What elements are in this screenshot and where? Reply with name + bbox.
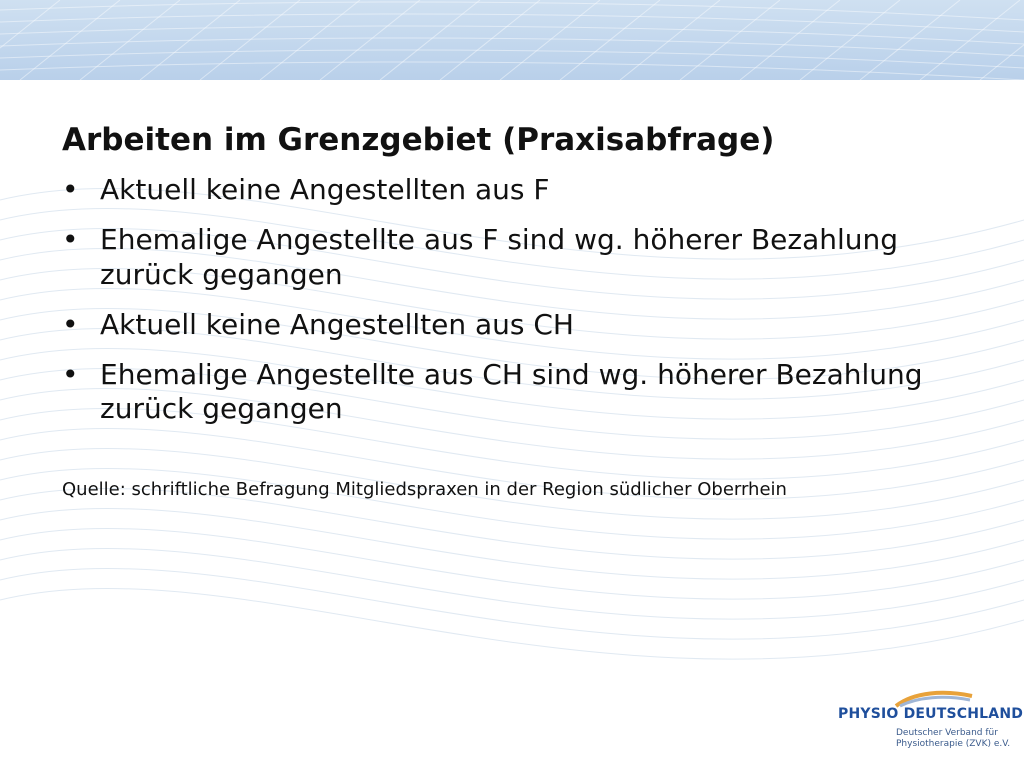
header-band (0, 0, 1024, 80)
bullet-item (62, 308, 982, 342)
bullet-item (62, 223, 982, 291)
bullet-marker: • (62, 307, 79, 341)
logo-subtitle-line1: Deutscher Verband für (896, 728, 998, 738)
logo-subtitle-line2: Physiotherapie (ZVK) e.V. (896, 739, 1011, 750)
bullet-item (62, 358, 982, 426)
bullet-text: Ehemalige Angestellte aus F sind wg. höherer Bezahlung zurück gegangen (100, 223, 899, 291)
bullet-item (62, 173, 982, 207)
slide-content (62, 122, 982, 502)
bullet-text: Aktuell keine Angestellten aus CH (100, 307, 574, 341)
logo-wordmark (838, 706, 1023, 722)
physio-deutschland-logo (838, 688, 1024, 758)
bullet-list (62, 173, 982, 426)
logo-name-right: DEUTSCHLAND (903, 706, 1024, 722)
bullet-marker: • (62, 223, 79, 257)
bullet-text: Aktuell keine Angestellten aus F (100, 173, 550, 207)
logo-subtitle (896, 728, 1010, 751)
source-note: Quelle: schriftliche Befragung Mitgliedspraxen in der Region südlicher Oberrhein (62, 479, 787, 501)
header-grid-pattern (0, 0, 1024, 80)
slide-title: Arbeiten im Grenzgebiet (Praxisabfrage) (62, 122, 775, 158)
bullet-marker: • (62, 173, 79, 207)
bullet-text: Ehemalige Angestellte aus CH sind wg. höherer Bezahlung zurück gegangen (100, 357, 923, 425)
logo-swoosh-icon (894, 688, 974, 708)
logo-name-left: PHYSIO (838, 706, 899, 722)
bullet-marker: • (62, 357, 79, 391)
